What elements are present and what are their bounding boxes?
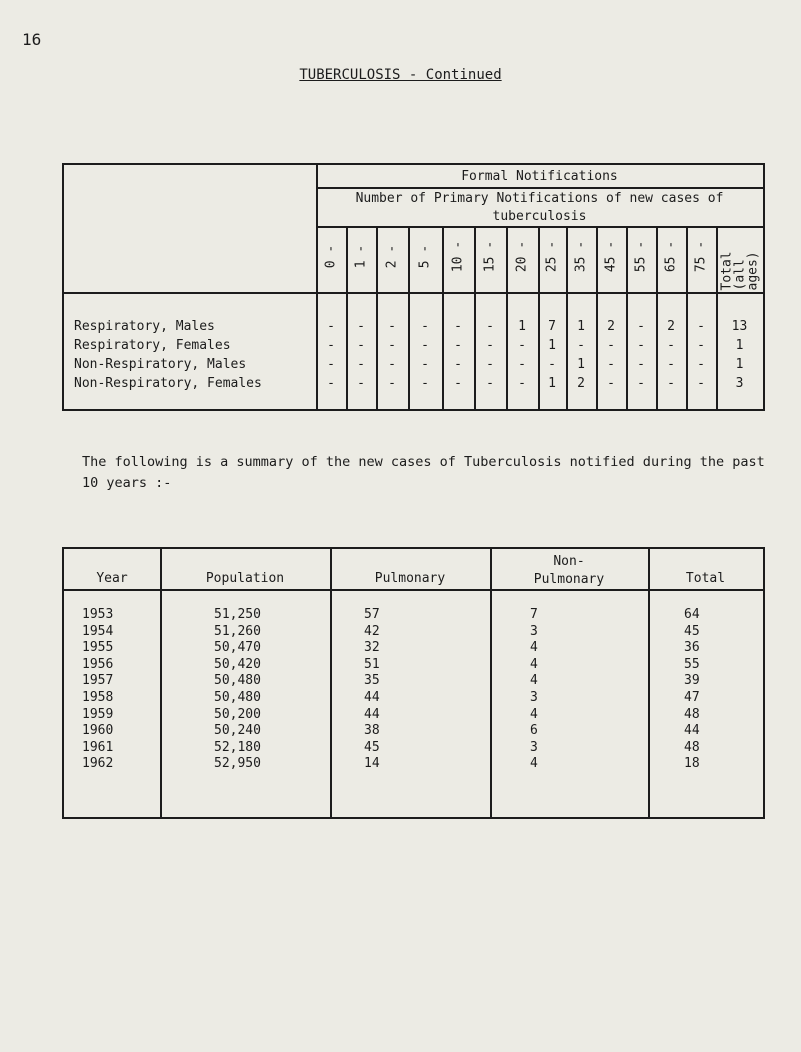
label-column-divider — [316, 165, 318, 409]
table-cell: 52,180 — [214, 739, 261, 755]
table-cell: 1 — [735, 338, 744, 353]
table-cell: - — [667, 376, 675, 391]
table-cell: 48 — [684, 706, 700, 722]
table-cell: 48 — [684, 739, 700, 755]
table-cell: 45 — [364, 739, 380, 755]
table-cell: 1 — [548, 376, 556, 391]
table-cell: - — [454, 319, 462, 334]
column-header: Pulmonary — [374, 571, 446, 586]
table-cell: 1 — [577, 357, 585, 372]
table-cell: - — [697, 338, 705, 353]
header-divider — [64, 589, 763, 591]
table-cell: - — [607, 357, 615, 372]
age-column-header: 75 - — [693, 240, 709, 273]
table-cell: - — [697, 319, 705, 334]
row-label: Respiratory, Females — [74, 338, 231, 353]
table-cell: 42 — [364, 623, 380, 639]
table-cell: 1955 — [82, 640, 114, 656]
table-cell: - — [518, 338, 526, 353]
table-cell: 4 — [530, 673, 538, 689]
table-cell: - — [667, 338, 675, 353]
table-cell: 44 — [684, 723, 700, 739]
table-cell: 1 — [548, 338, 556, 353]
page-number: 16 — [22, 30, 42, 49]
header-divider — [316, 187, 763, 189]
table-cell: - — [454, 376, 462, 391]
table-cell: 51,260 — [214, 623, 261, 639]
table-cell: 4 — [530, 640, 538, 656]
table-cell: 52,950 — [214, 756, 261, 772]
table-cell: - — [518, 376, 526, 391]
table-cell: - — [327, 357, 335, 372]
table-cell: 1959 — [82, 706, 114, 722]
age-column-header: 55 - — [633, 240, 649, 273]
table-cell: 36 — [684, 640, 700, 656]
table-cell: 13 — [731, 319, 748, 334]
table-cell: 1 — [518, 319, 526, 334]
age-column-header: 35 - — [573, 240, 589, 273]
table-cell: - — [357, 376, 365, 391]
table-cell: - — [486, 357, 494, 372]
table-cell: 18 — [684, 756, 700, 772]
header-divider — [64, 292, 763, 294]
table-cell: 57 — [364, 607, 380, 622]
row-label: Respiratory, Males — [74, 319, 215, 334]
sub-header: Number of Primary Notifications of new cases of tuberculosis — [355, 191, 724, 224]
table-cell: - — [637, 376, 645, 391]
table-cell: 50,200 — [214, 706, 261, 722]
column-header: Year — [96, 571, 128, 586]
column-header: Population — [205, 571, 285, 586]
column-divider — [330, 549, 332, 817]
table-cell: - — [388, 338, 396, 353]
table-cell: - — [327, 319, 335, 334]
table-cell: - — [388, 376, 396, 391]
page-title: TUBERCULOSIS - Continued — [299, 67, 502, 83]
table-cell: 3 — [530, 690, 538, 705]
table-cell: - — [327, 376, 335, 391]
table-cell: - — [637, 357, 645, 372]
table-cell: - — [697, 376, 705, 391]
table-cell: 1 — [735, 357, 744, 372]
table-cell: - — [454, 338, 462, 353]
table-cell: - — [454, 357, 462, 372]
column-divider — [490, 549, 492, 817]
table-cell: - — [486, 376, 494, 391]
age-column-header: 65 - — [663, 240, 679, 273]
age-column-header: 2 - — [384, 244, 400, 269]
table-cell: 1 — [577, 319, 585, 334]
table-cell: 3 — [735, 376, 744, 391]
table-cell: - — [486, 338, 494, 353]
table-cell: - — [421, 357, 429, 372]
table-cell: 4 — [530, 656, 538, 672]
age-column-header: 15 - — [482, 240, 498, 273]
table-cell: - — [518, 357, 526, 372]
table-cell: 1954 — [82, 623, 114, 639]
table-cell: 4 — [530, 706, 538, 722]
column-divider — [648, 549, 650, 817]
table-cell: 3 — [530, 623, 538, 639]
table-cell: 38 — [364, 723, 380, 739]
table-cell: - — [486, 319, 494, 334]
table-cell: - — [607, 376, 615, 391]
age-column-header: 0 - — [323, 244, 339, 269]
table-cell: 1958 — [82, 690, 114, 705]
table-cell: 1962 — [82, 756, 114, 772]
table-cell: 39 — [684, 673, 700, 689]
table-cell: 1960 — [82, 723, 114, 739]
table-cell: 50,470 — [214, 640, 261, 656]
table-cell: - — [577, 338, 585, 353]
table-cell: - — [357, 319, 365, 334]
table-cell: 50,480 — [214, 690, 261, 705]
age-column-header: 25 - — [544, 240, 560, 273]
age-column-header: Total (all ages) — [719, 251, 760, 291]
table-cell: 7 — [530, 607, 538, 622]
table-cell: - — [637, 338, 645, 353]
table-cell: 3 — [530, 739, 538, 755]
table-cell: - — [357, 357, 365, 372]
summary-paragraph: The following is a summary of the new cases of Tuberculosis notified during the past 10 years :- — [82, 454, 765, 491]
table-cell: - — [697, 357, 705, 372]
table-cell: 1961 — [82, 739, 114, 755]
table-cell: 6 — [530, 723, 538, 739]
table-cell: 4 — [530, 756, 538, 772]
table-cell: 51 — [364, 656, 380, 672]
table-cell: - — [421, 338, 429, 353]
table-cell: 50,240 — [214, 723, 261, 739]
table-cell: - — [421, 376, 429, 391]
column-divider — [160, 549, 162, 817]
age-column-header: 45 - — [603, 240, 619, 273]
table-cell: 2 — [577, 376, 585, 391]
table-cell: 51,250 — [214, 607, 261, 622]
table-cell: - — [637, 319, 645, 334]
column-header: Non-Pulmonary — [533, 554, 605, 587]
table-cell: 47 — [684, 690, 700, 705]
table-cell: 50,420 — [214, 656, 261, 672]
row-label: Non-Respiratory, Males — [74, 357, 247, 372]
row-label: Non-Respiratory, Females — [74, 376, 262, 391]
column-header: Total — [685, 571, 726, 586]
age-column-header: 10 - — [450, 240, 466, 273]
table-cell: 32 — [364, 640, 380, 656]
table-cell: - — [548, 357, 556, 372]
table-cell: 1957 — [82, 673, 114, 689]
age-column-header: 20 - — [514, 240, 530, 273]
table-cell: - — [388, 357, 396, 372]
table-cell: 1956 — [82, 656, 114, 672]
table-cell: 7 — [548, 319, 556, 334]
table-cell: 44 — [364, 690, 380, 705]
table-cell: 35 — [364, 673, 380, 689]
table-cell: 2 — [667, 319, 675, 334]
table-cell: 14 — [364, 756, 380, 772]
table-cell: 45 — [684, 623, 700, 639]
table-cell: - — [667, 357, 675, 372]
notifications-table — [62, 163, 765, 411]
ten-year-summary-table — [62, 547, 765, 819]
table-cell: - — [327, 338, 335, 353]
age-column-header: 1 - — [353, 244, 369, 269]
table-cell: 55 — [684, 656, 700, 672]
table-cell: - — [607, 338, 615, 353]
table-cell: 50,480 — [214, 673, 261, 689]
table-cell: 64 — [684, 607, 700, 622]
table-cell: - — [421, 319, 429, 334]
table-cell: 1953 — [82, 607, 114, 622]
table-cell: - — [357, 338, 365, 353]
table-cell: 2 — [607, 319, 615, 334]
group-header: Formal Notifications — [461, 169, 618, 184]
table-cell: - — [388, 319, 396, 334]
table-cell: 44 — [364, 706, 380, 722]
age-column-header: 5 - — [417, 244, 433, 269]
